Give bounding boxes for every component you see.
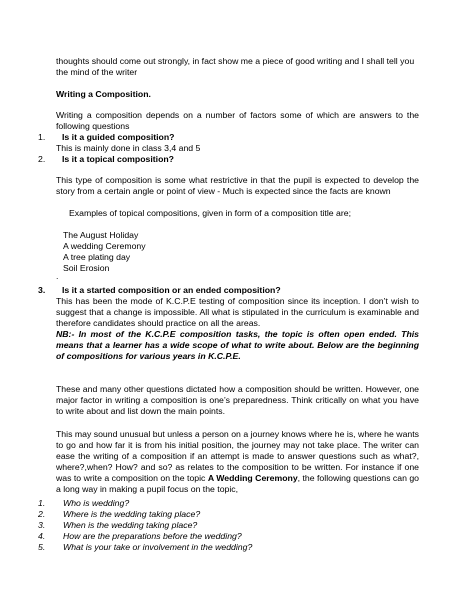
q1-text: This is mainly done in class 3,4 and 5 [56, 143, 201, 153]
question-item: What is your take or involvement in the wedding? [63, 542, 253, 552]
question-number: 5. [38, 542, 46, 552]
question-number: 2. [38, 509, 46, 519]
example-item: The August Holiday [63, 230, 139, 240]
q2-number: 2. [38, 154, 46, 164]
example-item: A wedding Ceremony [63, 241, 146, 251]
paragraph-journey-text: This may sound unusual but unless a person on a journey knows where he is, where he wants to go and how far it is from his initial position, the journey may not take place. The writer can ease the writing of a composition if an attempt is made to answer questions such as what?, where?,when? How? and so? as relates to the composition to be written. For instance if one was to write a composition on the topic [56, 429, 419, 483]
question-item: Who is wedding? [63, 498, 130, 508]
q3-text: This has been the mode of K.C.P.E testing of composition since its inception. I don’t wish to suggest that a change is impossible. All what is stipulated in the curriculum is examinable and therefore candidates should practice on all the areas. [56, 296, 419, 328]
paragraph-factors: Writing a composition depends on a number of factors some of which are answers to the following questions [56, 110, 419, 131]
question-number: 3. [38, 520, 46, 530]
intro-paragraph: thoughts should come out strongly, in fact show me a piece of good writing and I shall tell you the mind of the writer [56, 56, 415, 77]
q1-number: 1. [38, 132, 46, 142]
paragraph-journey [56, 429, 419, 494]
example-item: A tree plating day [63, 252, 131, 262]
q3-note: NB:- In most of the K.C.P.E composition tasks, the topic is often open ended. This means that a learner has a wide scope of what to write about. Below are the beginning of compositions for various years in K.C.P.E. [56, 329, 419, 361]
question-item: When is the wedding taking place? [63, 520, 198, 530]
stray-dot: . [56, 271, 59, 281]
q1-title: Is it a guided composition? [62, 132, 175, 142]
paragraph-preparedness: These and many other questions dictated how a composition should be written. However, one major factor in writing a composition is one’s preparedness. Think critically on what you have to write about and list down the main points. [56, 384, 419, 416]
question-number: 1. [38, 498, 46, 508]
q3-title: Is it a started composition or an ended composition? [62, 285, 281, 295]
question-item: How are the preparations before the wedding? [63, 531, 242, 541]
examples-intro: Examples of topical compositions, given in form of a composition title are; [69, 208, 351, 218]
example-item: Soil Erosion [63, 263, 110, 273]
q2-title: Is it a topical composition? [62, 154, 174, 164]
paragraph-journey-text-end: , the following questions can go a long way in making a pupil focus on the topic, [56, 472, 419, 494]
topic-title: A Wedding Ceremony [207, 472, 298, 483]
section-heading: Writing a Composition. [56, 89, 151, 99]
question-item: Where is the wedding taking place? [63, 509, 201, 519]
question-number: 4. [38, 531, 46, 541]
q2-text: This type of composition is some what restrictive in that the pupil is expected to develop the story from a certain angle or point of view - Much is expected since the facts are known [56, 175, 419, 196]
q3-number: 3. [38, 285, 46, 295]
